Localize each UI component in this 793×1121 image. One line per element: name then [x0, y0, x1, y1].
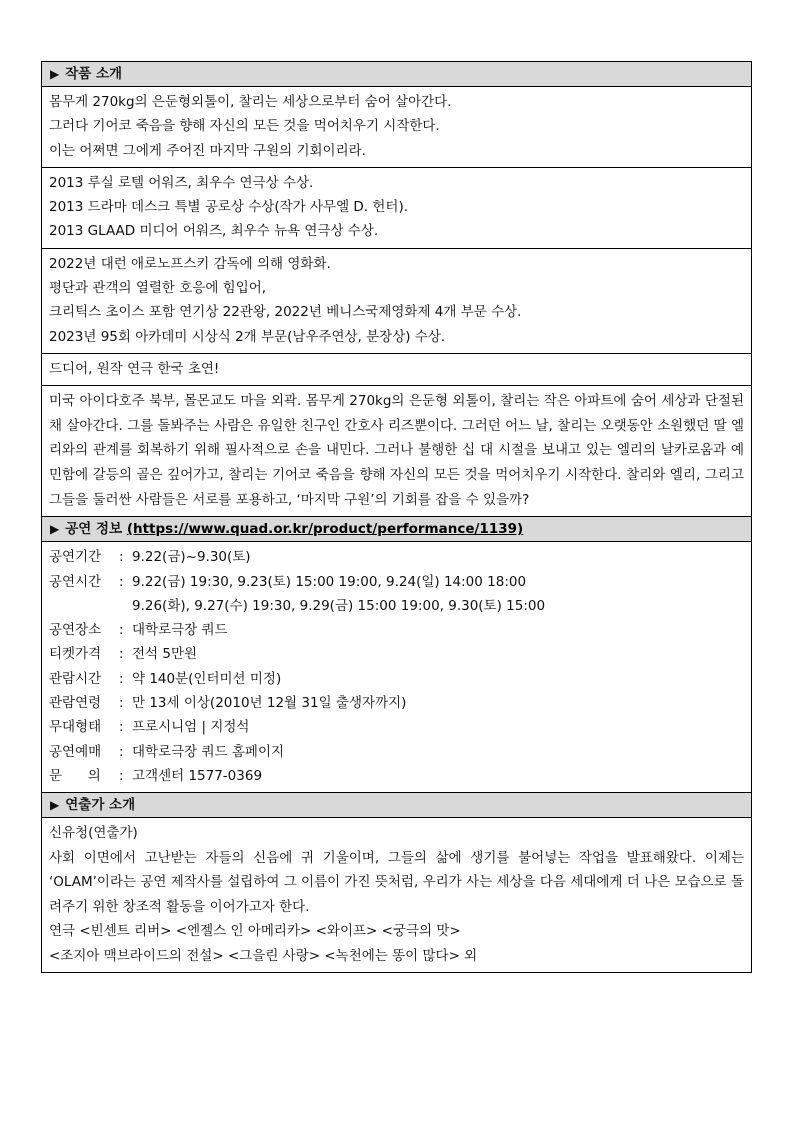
info-label: 관람연령 [49, 695, 102, 712]
info-row [49, 642, 744, 666]
intro-section-header [42, 62, 751, 87]
info-label: 공연기간 [49, 549, 102, 566]
info-row [49, 618, 744, 642]
info-label: 관람시간 [49, 670, 102, 687]
info-row [49, 667, 744, 691]
film-line: 평단과 관객의 열렬한 호응에 힘입어, [49, 280, 267, 297]
info-value: 고객센터 1577-0369 [132, 767, 263, 784]
info-separator: : [119, 719, 124, 736]
info-label: 공연예매 [49, 743, 102, 760]
synopsis-text: 미국 아이다호주 북부, 몰몬교도 마을 외곽. 몸무게 270kg의 은둔형 외톨이, 찰리는 작은 아파트에 숨어 세상과 단절된 채 살아간다. 그를 돌봐주는 사람은 유일한 친구인 간호사 리즈뿐이다. 그러던 어느 날, 찰리는 오랫동안 소원했던 딸 엘리와의 관계를 회복하기 위해 필사적으로 손을 내민다. 그러나 불행한 십 대 시절을 보내고 있는 엘리의 날카로움과 예민함에 갈등의 골은 깊어가고, 찰리는 기어코 죽음을 향해 자신의 모든 것을 먹어치우기 시작한다. 찰리와 엘리, 그리고 그들을 둘러싼 사람들은 서로를 포용하고, ‘마지막 구원’의 기회를 잡을 수 있을까? [49, 393, 744, 508]
info-label: 티켓가격 [49, 646, 102, 663]
director-works-line: <조지아 맥브라이드의 전설> <그을린 사랑> <녹천에는 똥이 많다> 외 [49, 947, 478, 964]
info-value: 9.22(금)~9.30(토) [132, 549, 251, 566]
performance-info [42, 542, 751, 793]
award-line: 2013 드라마 데스크 특별 공로상 수상(작가 사무엘 D. 헌터). [49, 199, 409, 216]
film-line: 크리틱스 초이스 포함 연기상 22관왕, 2022년 베니스국제영화제 4개 부문 수상. [49, 304, 522, 321]
info-row [49, 570, 744, 594]
intro-line: 몸무게 270kg의 은둔형외톨이, 찰리는 세상으로부터 숨어 살아간다. [49, 94, 452, 110]
info-row [49, 764, 744, 788]
info-value: 약 140분(인터미션 미정) [132, 670, 282, 687]
info-value: 만 13세 이상(2010년 12월 31일 출생자까지) [132, 695, 407, 712]
intro-heading: 작품 소개 [65, 66, 123, 82]
director-heading: 연출가 소개 [65, 797, 136, 814]
info-label: 공연장소 [49, 622, 102, 639]
director-name: 신유청(연출가) [49, 825, 138, 842]
info-label: 무대형태 [49, 719, 102, 736]
director-bio: 사회 이면에서 고난받는 자들의 신음에 귀 기울이며, 그들의 삶에 생기를 불어넣는 작업을 발표해왔다. 이제는 ‘OLAM’이라는 공연 제작사를 설립하여 그 이름이 가진 뜻처럼, 우리가 사는 세상을 다음 세대에게 더 나은 모습으로 돌려주기 위한 창조적 활동을 이어가고자 한다. [49, 849, 744, 915]
film-line: 2022년 대런 애로노프스키 감독에 의해 영화화. [49, 255, 331, 272]
info-value: 대학로극장 쿼드 [132, 622, 228, 639]
awards-block [42, 168, 751, 249]
info-value: 대학로극장 쿼드 홈페이지 [132, 743, 285, 760]
info-separator: : [119, 670, 124, 687]
performance-link[interactable]: (https://www.quad.or.kr/product/performance/1139) [126, 521, 524, 538]
info-value-continued: 9.26(화), 9.27(수) 19:30, 9.29(금) 15:00 19:00, 9.30(토) 15:00 [132, 597, 546, 614]
performance-heading: 공연 정보 [65, 521, 123, 538]
info-separator: : [119, 767, 124, 784]
info-label: 공연시간 [49, 573, 102, 590]
triangle-marker-icon: ▶ [50, 67, 60, 81]
premiere-line: 드디어, 원작 연극 한국 초연! [49, 360, 220, 377]
info-separator: : [119, 573, 124, 590]
triangle-marker-icon: ▶ [50, 522, 60, 537]
film-line: 2023년 95회 아카데미 시상식 2개 부문(남우주연상, 분장상) 수상. [49, 328, 446, 345]
triangle-marker-icon: ▶ [50, 798, 60, 813]
intro-summary [42, 87, 751, 168]
director-info [42, 818, 751, 972]
info-row [49, 545, 744, 569]
film-block [42, 249, 751, 354]
info-value: 전석 5만원 [132, 646, 198, 663]
performance-section-header [42, 517, 751, 542]
premiere-block [42, 354, 751, 386]
info-row [49, 691, 744, 715]
info-label: 문 의 [49, 767, 101, 784]
info-separator: : [119, 549, 124, 566]
info-separator: : [119, 646, 124, 663]
intro-line: 그러다 기어코 죽음을 향해 자신의 모든 것을 먹어치우기 시작한다. [49, 118, 440, 135]
director-section-header [42, 793, 751, 818]
intro-line: 이는 어쩌면 그에게 주어진 마지막 구원의 기회이리라. [49, 142, 366, 159]
award-line: 2013 루실 로텔 어워즈, 최우수 연극상 수상. [49, 174, 314, 191]
info-row [49, 740, 744, 764]
director-works-line: 연극 <빈센트 리버> <엔젤스 인 아메리카> <와이프> <궁극의 맛> [49, 923, 461, 940]
info-row [49, 715, 744, 739]
info-value: 프로시니엄 | 지정석 [132, 719, 250, 736]
info-separator: : [119, 695, 124, 712]
award-line: 2013 GLAAD 미디어 어워즈, 최우수 뉴욕 연극상 수상. [49, 223, 379, 240]
info-separator: : [119, 743, 124, 760]
document-table [41, 61, 752, 973]
info-separator: : [119, 622, 124, 639]
synopsis-block [42, 386, 751, 517]
info-value: 9.22(금) 19:30, 9.23(토) 15:00 19:00, 9.24(일) 14:00 18:00 [132, 573, 527, 590]
